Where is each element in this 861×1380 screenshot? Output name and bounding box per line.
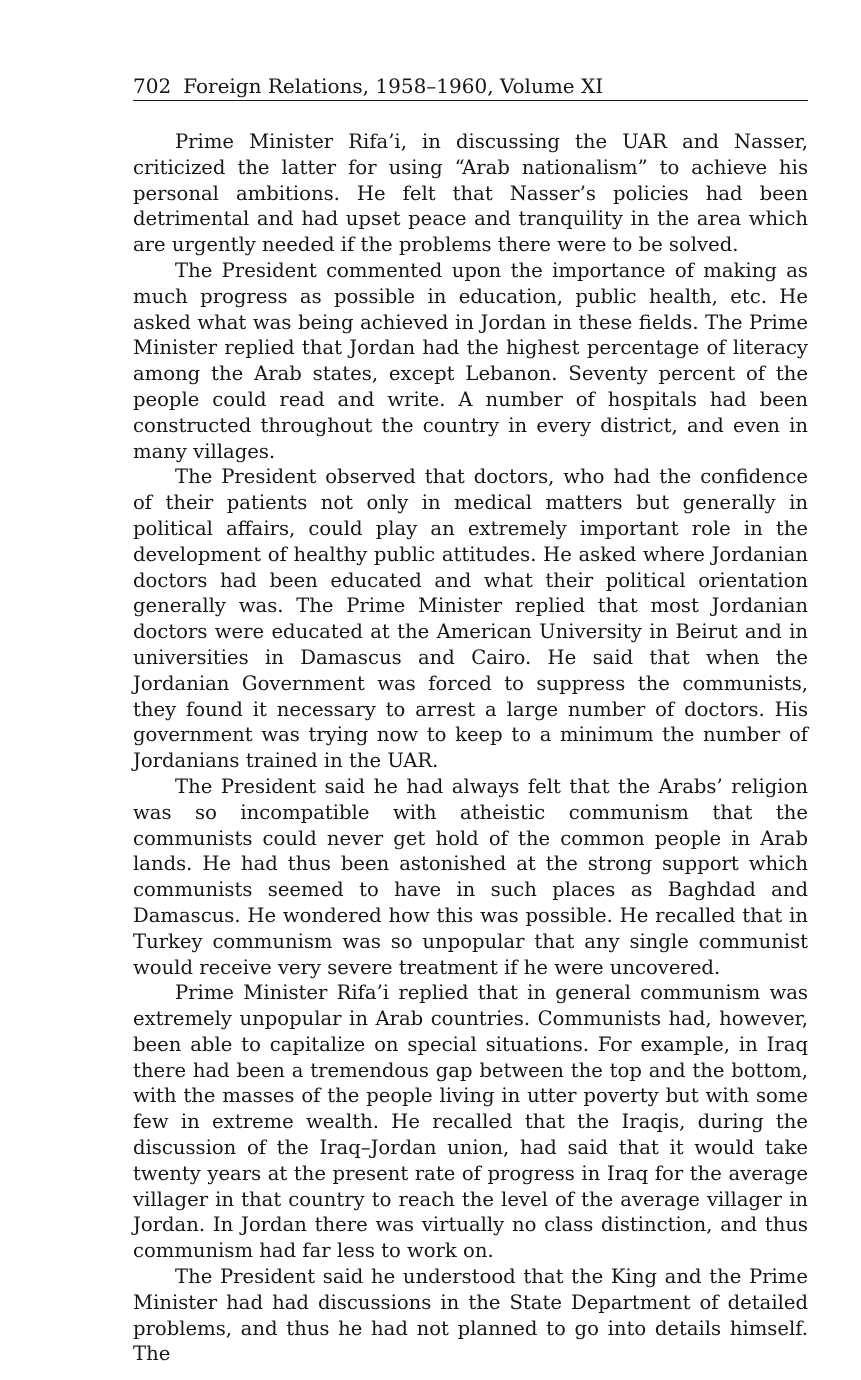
paragraph: The President said he understood that the King and the Prime Minister had had discussions in the State Department of detailed problems, and thus he had not planned to go into details himself. The (133, 1265, 808, 1366)
paragraph: The President observed that doctors, who had the confidence of their patients not only in medical matters but generally in political affairs, could play an extremely important role in the development of healthy public attitudes. He asked where Jordanian doctors had been educated and what their political orientation generally was. The Prime Minister replied that most Jordanian doctors were educated at the American University in Beirut and in universities in Damascus and Cairo. He said that when the Jordanian Government was forced to suppress the communists, they found it necessary to arrest a large number of doctors. His government was trying now to keep to a minimum the number of Jordanians trained in the UAR. (133, 465, 808, 773)
volume-title: Foreign Relations, 1958–1960, Volume XI (183, 74, 604, 98)
paragraph: The President commented upon the importance of making as much progress as possible in education, public health, etc. He asked what was being achieved in Jordan in these fields. The Prime Minister replied that Jordan had the highest percentage of literacy among the Arab states, except Lebanon. Seventy percent of the people could read and write. A number of hospitals had been constructed throughout the country in every district, and even in many villages. (133, 258, 808, 463)
paragraph: Prime Minister Rifa’i, in discussing the UAR and Nasser, criticized the latter for using “Arab nationalism” to achieve his personal ambitions. He felt that Nasser’s policies had been detrimental and had upset peace and tranquility in the area which are urgently needed if the problems there were to be solved. (133, 130, 808, 257)
running-header (133, 72, 808, 101)
document-body (133, 129, 808, 1367)
paragraph: The President said he had always felt that the Arabs’ religion was so incompatible with atheistic communism that the communists could never get hold of the common people in Arab lands. He had thus been astonished at the strong support which communists seemed to have in such places as Baghdad and Damascus. He wondered how this was possible. He recalled that in Turkey communism was so unpopular that any single communist would receive very severe treatment if he were uncovered. (133, 774, 808, 979)
paragraph: Prime Minister Rifa’i replied that in general communism was extremely unpopular in Arab countries. Communists had, however, been able to capitalize on special situations. For example, in Iraq there had been a tremendous gap between the top and the bottom, with the masses of the people living in utter poverty but with some few in extreme wealth. He recalled that the Iraqis, during the discussion of the Iraq–Jordan union, had said that it would take twenty years at the present rate of progress in Iraq for the average villager in that country to reach the level of the average villager in Jordan. In Jordan there was virtually no class distinction, and thus communism had far less to work on. (133, 981, 808, 1263)
page-number: 702 (133, 74, 172, 98)
